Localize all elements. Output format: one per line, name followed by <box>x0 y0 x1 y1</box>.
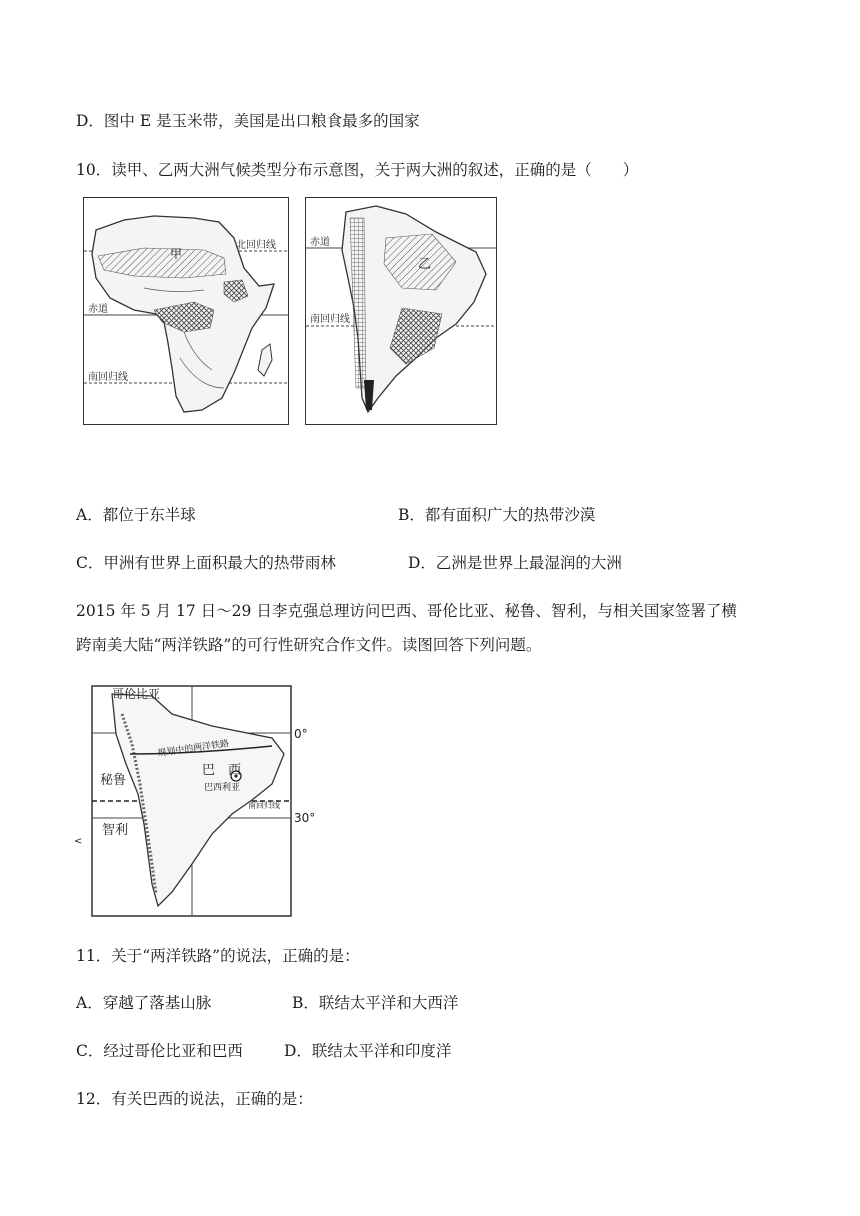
passage-line-2: 跨南美大陆“两洋铁路”的可行性研究合作文件。读图回答下列问题。 <box>76 636 542 654</box>
sa-equator-label: 赤道 <box>310 237 330 248</box>
q10-option-a: A．都位于东半球 <box>76 506 196 524</box>
q11-option-b: B．联结太平洋和大西洋 <box>292 994 459 1012</box>
railway-map <box>72 684 332 920</box>
q10-stem: 10．读甲、乙两大洲气候类型分布示意图，关于两大洲的叙述，正确的是（ ） <box>76 161 639 179</box>
q10-option-b: B．都有面积广大的热带沙漠 <box>398 506 596 524</box>
south-america-climate-map <box>305 197 497 425</box>
q10-option-d: D．乙洲是世界上最湿润的大洲 <box>408 554 622 572</box>
q10-option-c: C．甲洲有世界上面积最大的热带雨林 <box>76 554 336 572</box>
africa-tropic-n-label: 北回归线 <box>236 240 276 251</box>
q11-stem: 11．关于“两洋铁路”的说法，正确的是： <box>76 947 360 965</box>
railway-map-graphic <box>72 684 332 920</box>
brasilia-label: 巴西利亚 <box>204 783 241 793</box>
africa-tropic-s-label: 南回归线 <box>88 372 128 383</box>
lat-30-label: 30° <box>294 811 316 825</box>
q11-option-d: D．联结太平洋和印度洋 <box>284 1042 452 1060</box>
peru-label: 秘鲁 <box>100 773 127 788</box>
africa-continent-label: 甲 <box>170 247 183 261</box>
colombia-label: 哥伦比亚 <box>112 687 161 701</box>
lat-0-label: 0° <box>294 727 308 741</box>
railway-label: 规划中的两洋铁路 <box>157 739 230 759</box>
chile-label: 智利 <box>102 823 129 838</box>
sa-map-graphic <box>306 198 496 424</box>
q12-stem: 12．有关巴西的说法，正确的是： <box>76 1090 313 1108</box>
africa-equator-label: 赤道 <box>88 304 108 315</box>
edge-mark: < <box>74 836 83 847</box>
tropic-s-label: 南回归线 <box>248 801 280 810</box>
brazil-label: 巴 西 <box>202 763 242 778</box>
passage-line-1: 2015 年 5 月 17 日～29 日李克强总理访问巴西、哥伦比亚、秘鲁、智利，与相关国家签署了横 <box>76 602 737 620</box>
africa-map-graphic <box>84 198 288 424</box>
q9-option-d: D．图中 E 是玉米带，美国是出口粮食最多的国家 <box>76 112 420 130</box>
africa-climate-map <box>83 197 289 425</box>
q11-option-a: A．穿越了落基山脉 <box>76 994 212 1012</box>
sa-tropic-s-label: 南回归线 <box>310 314 350 325</box>
sa-continent-label: 乙 <box>418 257 432 272</box>
q11-option-c: C．经过哥伦比亚和巴西 <box>76 1042 243 1060</box>
